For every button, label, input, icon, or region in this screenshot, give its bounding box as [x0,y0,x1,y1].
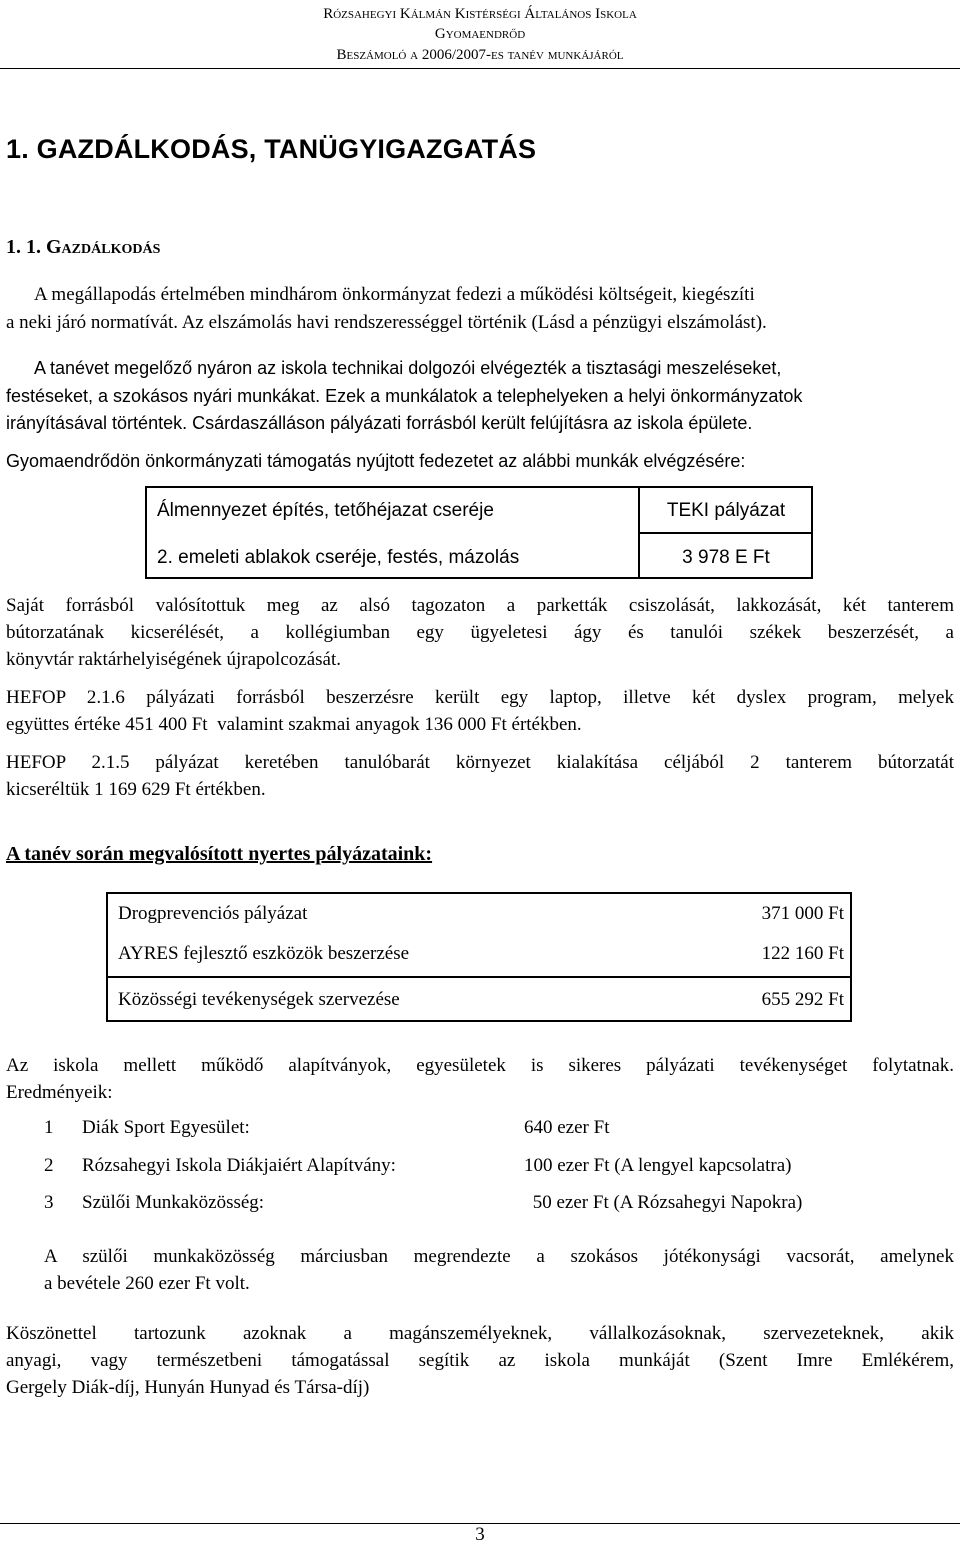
paragraph-2-line-1: A tanévet megelőző nyáron az iskola technikai dolgozói elvégezték a tisztasági meszeléseket, [34,358,782,378]
results-list-org: Szülői Munkaközösség: [82,1192,265,1213]
paragraph-3-line-3: könyvtár raktárhelyiségének újrapolcozását. [6,649,341,670]
results-list-amount: 640 ezer Ft [524,1117,610,1138]
results-list-org: Diák Sport Egyesület: [82,1117,250,1138]
page-number: 3 [475,1524,485,1545]
works-table-cell-work: Álmennyezet építés, tetőhéjazat cseréje [157,500,494,521]
grants-table-amount: 371 000 Ft [761,903,844,924]
paragraph-4-line-1: HEFOP 2.1.6 pályázati forrásból beszerzésre került egy laptop, illetve két dyslex program, melyek [6,687,954,708]
works-table-cell-source: 3 978 E Ft [682,547,770,568]
results-list-number: 2 [44,1155,54,1176]
grants-table-name: Drogprevenciós pályázat [118,903,308,924]
grants-table-amount: 655 292 Ft [761,989,844,1010]
paragraph-2-line-3: irányításával történtek. Csárdaszálláson pályázati forrásból került felújításra az iskola épülete. [6,413,753,433]
grants-table-row-rule [106,976,850,978]
grants-table-name: Közösségi tevékenységek szervezése [118,989,400,1010]
paragraph-6-line-2: Eredményeik: [6,1082,113,1103]
results-list-amount: 100 ezer Ft (A lengyel kapcsolatra) [524,1155,792,1176]
paragraph-3-line-2: bútorzatának kicserélését, a kollégiumban egy ügyeletesi ágy és tanulói székek beszerzését, a [6,622,954,643]
paragraph-4-line-2: együttes értéke 451 400 Ft valamint szakmai anyagok 136 000 Ft értékben. [6,714,582,735]
results-list-org: Rózsahegyi Iskola Diákjaiért Alapítvány: [82,1155,396,1176]
subsection-title: Gazdálkodás [46,236,161,258]
paragraph-2-line-4: Gyomaendrődön önkormányzati támogatás nyújtott fedezetet az alábbi munkák elvégzésére: [6,451,746,471]
header-town: Gyomaendrőd [434,26,526,42]
section-heading: 1. GAZDÁLKODÁS, TANÜGYIGAZGATÁS [6,134,537,164]
paragraph-2-line-2: festéseket, a szokásos nyári munkákat. Ezek a munkálatok a telephelyeken a helyi önkormányzatok [6,386,803,406]
paragraph-6-line-1: Az iskola mellett működő alapítványok, egyesületek is sikeres pályázati tevékenységet folytatnak. [6,1055,954,1076]
header-report-title: Beszámoló a 2006/2007-es tanév munkájáról [336,47,624,63]
paragraph-5-line-2: kicseréltük 1 169 629 Ft értékben. [6,779,266,800]
paragraph-1-line-2: a neki járó normatívát. Az elszámolás havi rendszerességgel történik (Lásd a pénzügyi elszámolást). [6,312,767,333]
paragraph-1-line-1: A megállapodás értelmében mindhárom önkormányzat fedezi a működési költségeit, kiegészíti [34,284,755,305]
grants-heading: A tanév során megvalósított nyertes pályázataink: [6,843,433,865]
paragraph-5-line-1: HEFOP 2.1.5 pályázat keretében tanulóbarát környezet kialakítása céljából 2 tanterem bútorzatát [6,752,954,773]
works-table-row-rule [640,532,812,534]
results-list-number: 3 [44,1192,54,1213]
works-table-cell-work: 2. emeleti ablakok cseréje, festés, mázolás [157,547,520,568]
paragraph-8-line-2: anyagi, vagy természetbeni támogatással segítik az iskola munkáját (Szent Imre Emlékérem, [6,1350,954,1371]
subsection-number: 1. 1. [6,236,41,258]
paragraph-7-line-2: a bevétele 260 ezer Ft volt. [44,1273,250,1294]
paragraph-8-line-3: Gergely Diák-díj, Hunyán Hunyad és Társa-díj) [6,1377,370,1398]
grants-table-name: AYRES fejlesztő eszközök beszerzése [118,943,410,964]
subsection-heading [6,236,160,259]
header-rule [0,68,960,69]
paragraph-3-line-1: Saját forrásból valósítottuk meg az alsó tagozaton a parketták csiszolását, lakkozását, két tanterem [6,595,954,616]
paragraph-8-line-1: Köszönettel tartozunk azoknak a magánszemélyeknek, vállalkozásoknak, szervezeteknek, akik [6,1323,954,1344]
results-list-amount: 50 ezer Ft (A Rózsahegyi Napokra) [528,1192,803,1213]
results-list-number: 1 [44,1117,54,1138]
works-table-cell-source: TEKI pályázat [666,500,786,521]
paragraph-7-line-1: A szülői munkaközösség márciusban megrendezte a szokásos jótékonysági vacsorát, amelynek [44,1246,954,1267]
header-school-name: Rózsahegyi Kálmán Kistérségi Általános Iskola [323,6,637,22]
grants-table-amount: 122 160 Ft [761,943,844,964]
